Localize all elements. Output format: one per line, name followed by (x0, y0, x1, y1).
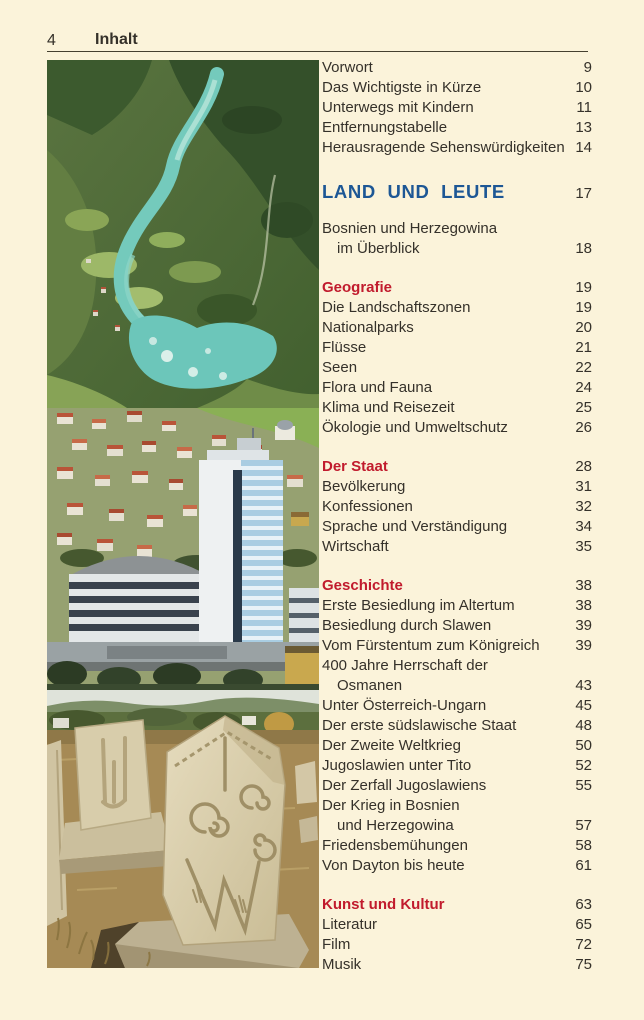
toc-entry-label: und Herzegowina (337, 817, 454, 834)
toc-entry-label: Sprache und Verständigung (322, 518, 508, 535)
toc-entry-page: 22 (575, 359, 592, 376)
toc-entry-label: Vom Fürstentum zum Königreich (322, 637, 540, 654)
toc-heading-page: 28 (575, 458, 592, 475)
toc-entry (322, 138, 592, 158)
toc-entry-page: 75 (575, 956, 592, 973)
toc-heading-label: LAND UND LEUTE (322, 181, 505, 202)
toc-entry (322, 816, 592, 836)
toc-entry-page: 48 (575, 717, 592, 734)
toc-entry-page: 25 (575, 399, 592, 416)
toc-entry-label: Bosnien und Herzegowina (322, 220, 498, 237)
toc-entry (322, 696, 592, 716)
toc-entry-label: Entfernungstabelle (322, 119, 448, 136)
toc-entry (322, 418, 592, 438)
toc-entry-label: Literatur (322, 916, 378, 933)
toc-entry-label: Film (322, 936, 351, 953)
toc-entry (322, 776, 592, 796)
toc-entry-label: Vorwort (322, 59, 373, 76)
toc-entry-label: Musik (322, 956, 362, 973)
toc-heading (322, 180, 592, 206)
toc-section (322, 180, 592, 259)
toc-entry-label: Ökologie und Umweltschutz (322, 419, 508, 436)
toc-entry-page: 20 (575, 319, 592, 336)
toc-entry (322, 338, 592, 358)
toc-entry-page: 13 (575, 119, 592, 136)
toc-entry-label: Der Zweite Weltkrieg (322, 737, 461, 754)
toc-entry-page: 39 (575, 637, 592, 654)
toc-heading-page: 19 (575, 279, 592, 296)
toc-entry-page: 10 (575, 79, 592, 96)
toc-entry (322, 517, 592, 537)
toc-entry-label: Der Krieg in Bosnien (322, 797, 460, 814)
toc-entry-label: 400 Jahre Herrschaft der (322, 657, 488, 674)
toc-entry (322, 98, 592, 118)
toc-entry-page: 57 (575, 817, 592, 834)
toc-entry-page: 50 (575, 737, 592, 754)
toc-entry-label: Die Landschaftszonen (322, 299, 471, 316)
toc-entry-label: Wirtschaft (322, 538, 389, 555)
toc-entry-label: Klima und Reisezeit (322, 399, 455, 416)
toc-entry-page: 61 (575, 857, 592, 874)
toc-entry-label: Der Zerfall Jugoslawiens (322, 777, 487, 794)
toc-entry-page: 19 (575, 299, 592, 316)
stecak-tombstones-photo (47, 690, 319, 968)
toc-entry (322, 935, 592, 955)
toc-entry (322, 616, 592, 636)
toc-entry-page: 65 (575, 916, 592, 933)
toc-heading (322, 576, 592, 596)
river-canyon-illustration (47, 60, 319, 408)
toc-entry-page: 55 (575, 777, 592, 794)
toc-entry-page: 14 (575, 139, 592, 156)
toc-entry-label: im Überblick (337, 240, 420, 257)
toc-entry (322, 756, 592, 776)
toc-heading (322, 278, 592, 298)
toc-entry-page: 21 (575, 339, 592, 356)
tombstones-illustration (47, 690, 319, 968)
toc-entry (322, 656, 592, 676)
header-rule (47, 51, 588, 52)
toc-entry-label: Jugoslawien unter Tito (322, 757, 472, 774)
toc-entry-page: 24 (575, 379, 592, 396)
toc-entry-page: 52 (575, 757, 592, 774)
toc-entry-page: 43 (575, 677, 592, 694)
toc-entry (322, 239, 592, 259)
toc-entry (322, 596, 592, 616)
toc-entry (322, 836, 592, 856)
toc-entry-label: Unter Österreich-Ungarn (322, 697, 487, 714)
toc-entry (322, 477, 592, 497)
toc-entry (322, 298, 592, 318)
toc-entry-page: 18 (575, 240, 592, 257)
toc-entry-page: 45 (575, 697, 592, 714)
toc-entry-label: Bevölkerung (322, 478, 406, 495)
toc-heading-label: Geschichte (322, 577, 403, 594)
toc-heading-label: Kunst und Kultur (322, 896, 445, 913)
toc-entry (322, 796, 592, 816)
toc-heading (322, 895, 592, 915)
toc-heading-label: Geografie (322, 279, 393, 296)
toc-heading-page: 17 (575, 185, 592, 202)
toc-entry-label: Das Wichtigste in Kürze (322, 79, 482, 96)
toc-entry (322, 358, 592, 378)
folio-page-number: 4 (47, 32, 56, 49)
toc-entry (322, 716, 592, 736)
toc-heading-page: 63 (575, 896, 592, 913)
toc (322, 58, 592, 975)
toc-entry-page: 39 (575, 617, 592, 634)
toc-entry-label: Flüsse (322, 339, 367, 356)
toc-entry-label: Konfessionen (322, 498, 413, 515)
toc-entry-label: Flora und Fauna (322, 379, 433, 396)
toc-entry-label: Osmanen (337, 677, 403, 694)
toc-section (322, 58, 592, 158)
toc-entry-label: Unterwegs mit Kindern (322, 99, 474, 116)
toc-entry-page: 31 (575, 478, 592, 495)
toc-section (322, 895, 592, 975)
toc-entry-page: 9 (583, 59, 592, 76)
toc-entry (322, 318, 592, 338)
toc-entry-page: 38 (575, 597, 592, 614)
toc-entry-page: 72 (575, 936, 592, 953)
page-title: Inhalt (95, 31, 138, 48)
toc-section (322, 576, 592, 876)
toc-entry-label: Der erste südslawische Staat (322, 717, 517, 734)
toc-section (322, 278, 592, 438)
toc-entry (322, 856, 592, 876)
toc-entry (322, 378, 592, 398)
toc-heading-label: Der Staat (322, 458, 388, 475)
toc-entry-page: 26 (575, 419, 592, 436)
toc-section (322, 457, 592, 557)
toc-entry-page: 32 (575, 498, 592, 515)
toc-entry-label: Herausragende Sehenswürdigkeiten (322, 139, 565, 156)
toc-entry (322, 955, 592, 975)
toc-entry-label: Von Dayton bis heute (322, 857, 465, 874)
toc-entry-label: Friedensbemühungen (322, 837, 468, 854)
toc-entry (322, 398, 592, 418)
toc-entry-label: Seen (322, 359, 358, 376)
toc-entry (322, 676, 592, 696)
toc-entry-page: 35 (575, 538, 592, 555)
toc-entry (322, 78, 592, 98)
toc-entry-page: 34 (575, 518, 592, 535)
toc-heading (322, 457, 592, 477)
toc-entry-page: 11 (576, 99, 592, 116)
toc-entry-label: Nationalparks (322, 319, 414, 336)
toc-entry (322, 636, 592, 656)
river-canyon-aerial-photo (47, 60, 319, 408)
toc-entry (322, 219, 592, 239)
parliament-tower-cityscape-photo (47, 408, 319, 690)
cityscape-illustration (47, 408, 319, 690)
toc-heading-page: 38 (575, 577, 592, 594)
toc-entry-page: 58 (575, 837, 592, 854)
toc-entry (322, 118, 592, 138)
toc-entry-label: Erste Besiedlung im Altertum (322, 597, 515, 614)
toc-entry (322, 736, 592, 756)
toc-entry (322, 915, 592, 935)
toc-entry (322, 537, 592, 557)
toc-entry (322, 58, 592, 78)
toc-entry (322, 497, 592, 517)
toc-entry-label: Besiedlung durch Slawen (322, 617, 492, 634)
